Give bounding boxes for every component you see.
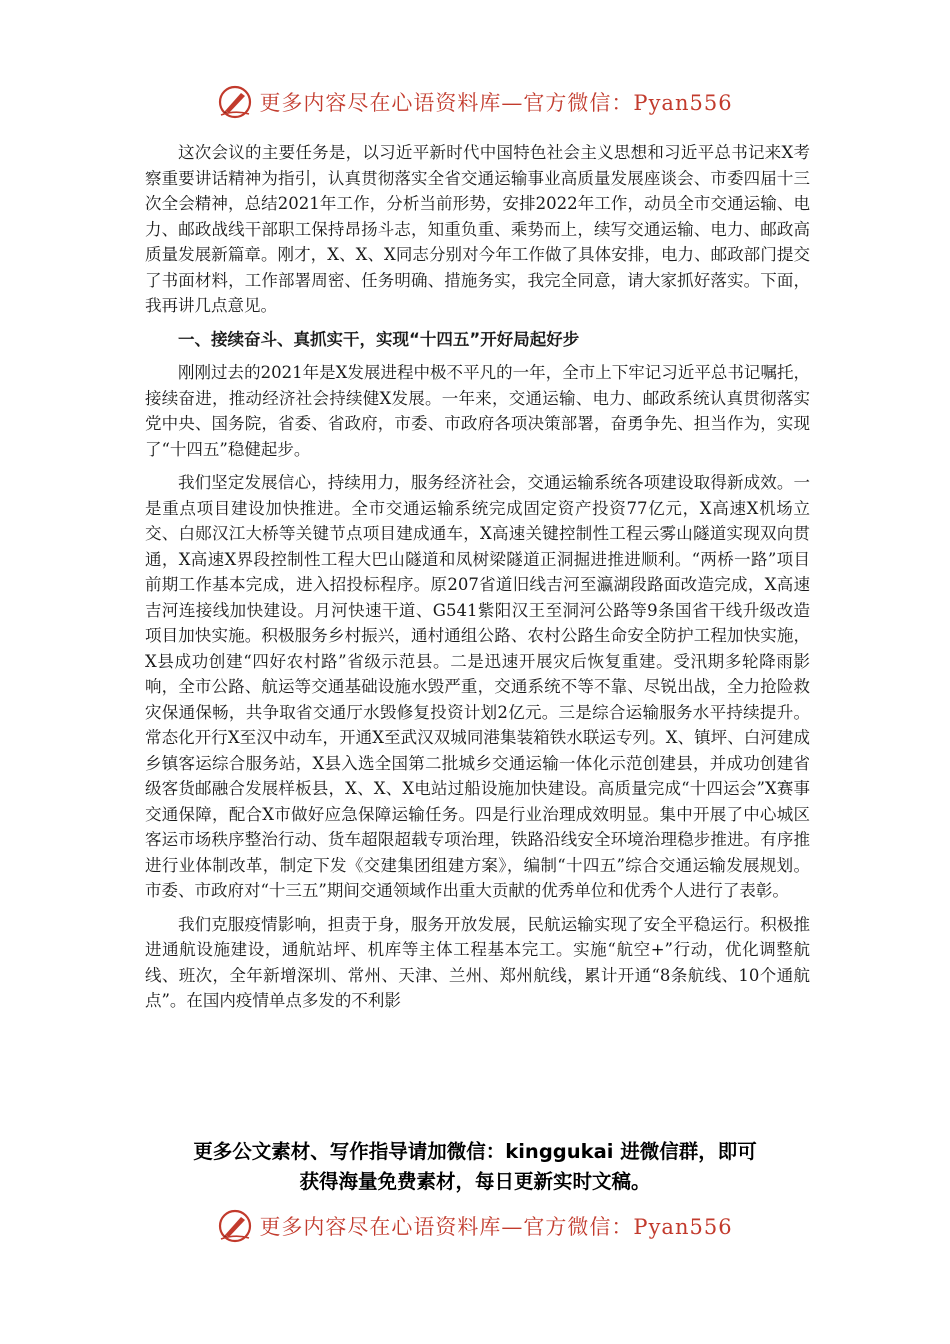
footer-watermark-text: 更多内容尽在心语资料库—官方微信：Pyan556 (259, 1215, 733, 1239)
pen-logo-icon (217, 1208, 253, 1244)
wechat-notice-line-2: 获得海量免费素材，每日更新实时文稿。 (299, 1170, 651, 1193)
paragraph-intro: 这次会议的主要任务是，以习近平新时代中国特色社会主义思想和习近平总书记来X考察重要讲话精神为指引，认真贯彻落实全省交通运输事业高质量发展座谈会、市委四届十三次全会精神，总结2021年工作，分析当前形势，安排2022年工作，动员全市交通运输、电力、邮政战线干部职工保持昂扬斗志，知重负重、乘势而上，续写交通运输、电力、邮政高质量发展新篇章。刚才，X、X、X同志分别对今年工作做了具体安排，电力、邮政部门提交了书面材料，工作部署周密、任务明确、措施务实，我完全同意，请大家抓好落实。下面，我再讲几点意见。 (145, 143, 810, 315)
footer-watermark-banner (0, 1206, 950, 1246)
paragraph-aviation: 我们克服疫情影响，担责于身，服务开放发展，民航运输实现了安全平稳运行。积极推进通航设施建设，通航站坪、机库等主体工程基本完工。实施“航空+”行动，优化调整航线、班次，全年新增深圳、常州、天津、兰州、郑州航线，累计开通“8条航线、10个通航点”。在国内疫情单点多发的不利影 (145, 914, 810, 1010)
header-watermark-banner (0, 82, 950, 122)
header-watermark-text: 更多内容尽在心语资料库—官方微信：Pyan556 (259, 91, 733, 115)
wechat-notice-line-1: 更多公文素材、写作指导请加微信：kinggukai 进微信群，即可 (193, 1140, 757, 1163)
wechat-notice (120, 1137, 830, 1197)
document-body (145, 140, 810, 1022)
pen-logo-icon (217, 84, 253, 120)
paragraph-2021-review: 刚刚过去的2021年是X发展进程中极不平凡的一年，全市上下牢记习近平总书记嘱托，接续奋进，推动经济社会持续健X发展。一年来，交通运输、电力、邮政系统认真贯彻落实党中央、国务院，省委、省政府，市委、市政府各项决策部署，奋勇争先、担当作为，实现了“十四五”稳健起步。 (145, 363, 810, 459)
section-heading-1: 一、接续奋斗、真抓实干，实现“十四五”开好局起好步 (178, 329, 580, 349)
paragraph-transport-achievements: 我们坚定发展信心，持续用力，服务经济社会，交通运输系统各项建设取得新成效。一是重点项目建设加快推进。全市交通运输系统完成固定资产投资77亿元，X高速X机场立交、白郧汉江大桥等关键节点项目建成通车，X高速关键控制性工程云雾山隧道实现双向贯通，X高速X界段控制性工程大巴山隧道和凤树梁隧道正洞掘进推进顺利。“两桥一路”项目前期工作基本完成，进入招投标程序。原207省道旧线吉河至瀛湖段路面改造完成，X高速吉河连接线加快建设。月河快速干道、G541紫阳汉王至洞河公路等9条国省干线升级改造项目加快实施。积极服务乡村振兴，通村通组公路、农村公路生命安全防护工程加快实施，X县成功创建“四好农村路”省级示范县。二是迅速开展灾后恢复重建。受汛期多轮降雨影响，全市公路、航运等交通基础设施水毁严重，交通系统不等不靠、尽锐出战，全力抢险救灾保通保畅，共争取省交通厅水毁修复投资计划2亿元。三是综合运输服务水平持续提升。常态化开行X至汉中动车，开通X至武汉双城同港集装箱铁水联运专列。X、镇坪、白河建成乡镇客运综合服务站，X县入选全国第二批城乡交通运输一体化示范创建县，并成功创建省级客货邮融合发展样板县，X、X、X电站过船设施加快建设。高质量完成“十四运会”X赛事交通保障，配合X市做好应急保障运输任务。四是行业治理成效明显。集中开展了中心城区客运市场秩序整治行动、货车超限超载专项治理，铁路沿线安全环境治理稳步推进。有序推进行业体制改革，制定下发《交建集团组建方案》，编制“十四五”综合交通运输发展规划。市委、市政府对“十三五”期间交通领域作出重大贡献的优秀单位和优秀个人进行了表彰。 (145, 473, 810, 900)
